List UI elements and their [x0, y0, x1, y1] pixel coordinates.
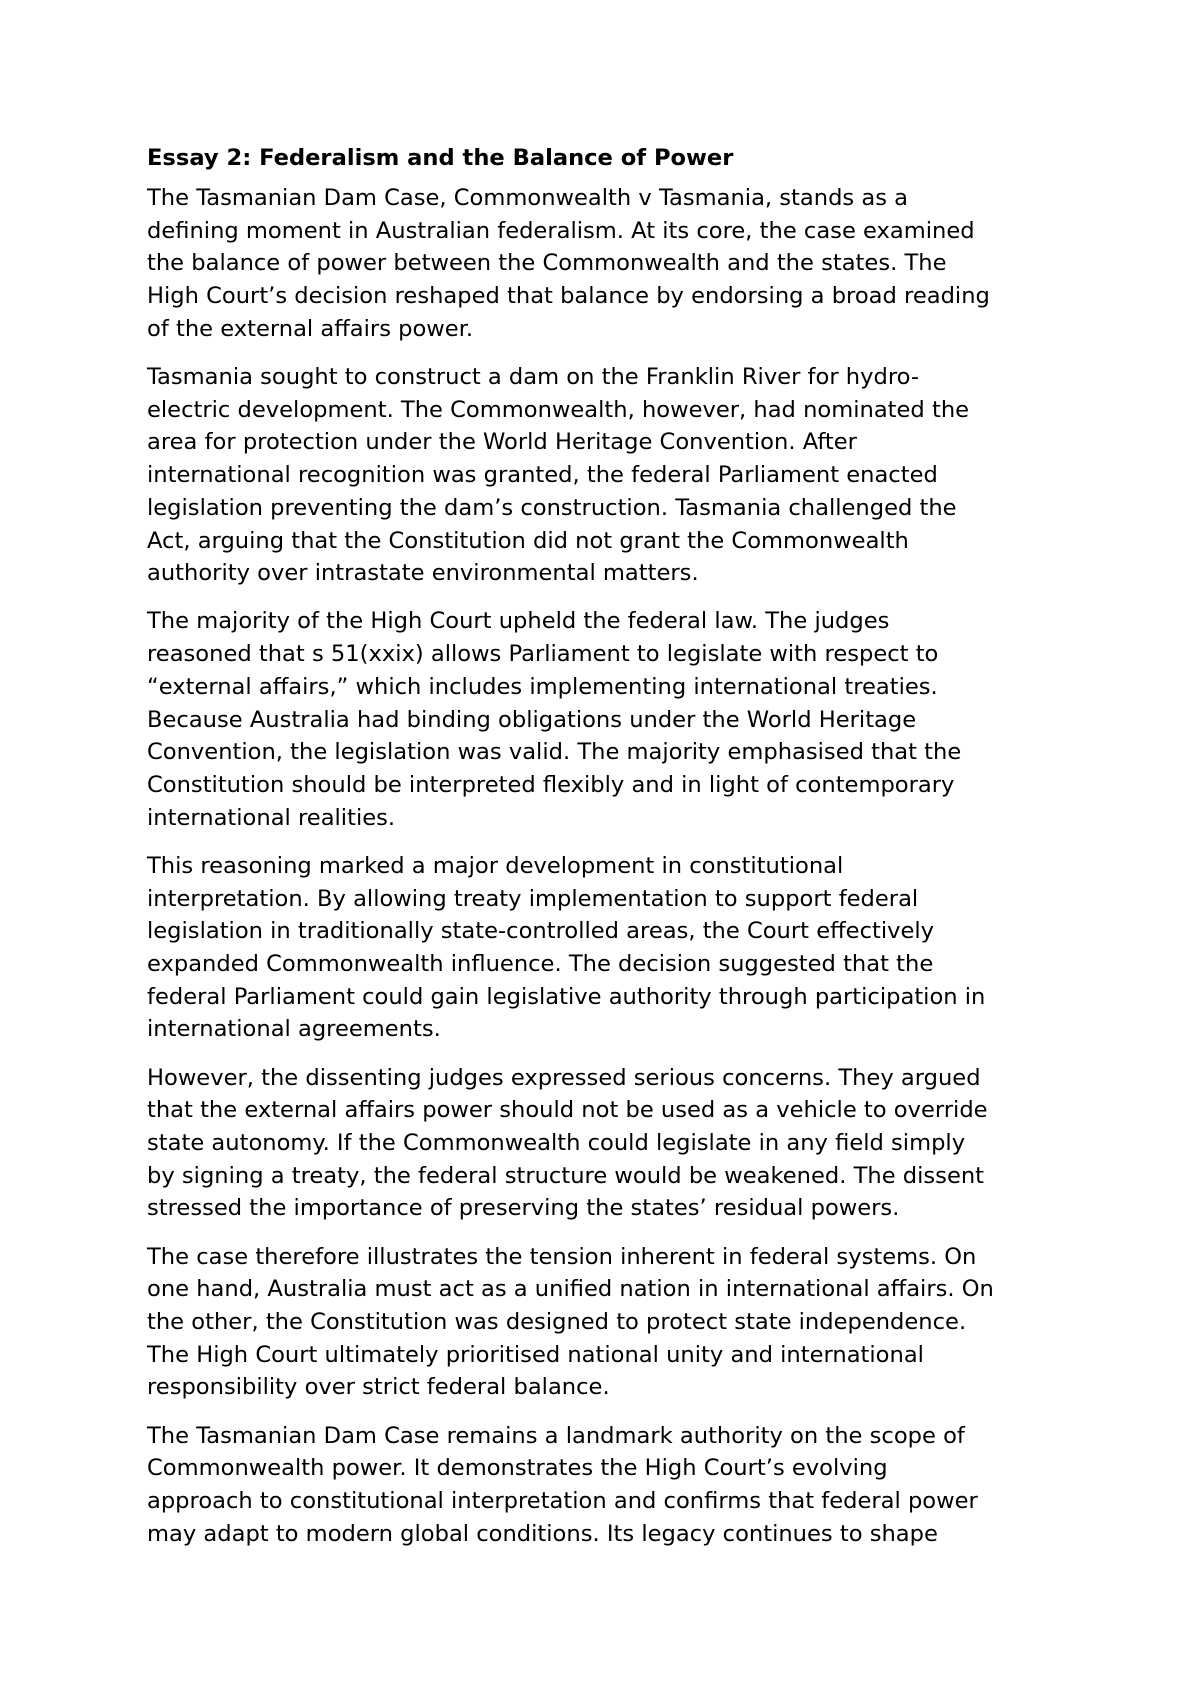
- paragraph-line: the balance of power between the Commonwealth and the states. The: [147, 250, 947, 277]
- paragraph: [147, 1420, 1067, 1551]
- paragraph-line: legislation in traditionally state-controlled areas, the Court effectively: [147, 918, 935, 945]
- paragraph-line: of the external affairs power.: [147, 315, 474, 342]
- paragraph-line: international realities.: [147, 804, 396, 831]
- paragraph-line: authority over intrastate environmental matters.: [147, 560, 699, 587]
- paragraph-line: area for protection under the World Heritage Convention. After: [147, 429, 857, 456]
- paragraph-line: The majority of the High Court upheld the federal law. The judges: [147, 608, 890, 635]
- paragraph: [147, 605, 1067, 834]
- paragraph: [147, 850, 1067, 1046]
- paragraph-line: The Tasmanian Dam Case, Commonwealth v Tasmania, stands as a: [147, 185, 909, 211]
- paragraph-list: [147, 182, 1067, 1550]
- paragraph-line: responsibility over strict federal balance.: [147, 1374, 610, 1401]
- paragraph-line: High Court’s decision reshaped that balance by endorsing a broad reading: [147, 283, 990, 310]
- paragraph-line: may adapt to modern global conditions. Its legacy continues to shape: [147, 1520, 938, 1547]
- paragraph-line: stressed the importance of preserving the states’ residual powers.: [147, 1195, 900, 1222]
- paragraph-line: The Tasmanian Dam Case remains a landmark authority on the scope of: [147, 1422, 965, 1449]
- paragraph-line: expanded Commonwealth influence. The decision suggested that the: [147, 950, 934, 977]
- paragraph-line: Tasmania sought to construct a dam on the Franklin River for hydro-: [147, 364, 920, 391]
- paragraph-line: Act, arguing that the Constitution did not grant the Commonwealth: [147, 527, 909, 554]
- paragraph-line: reasoned that s 51(xxix) allows Parliament to legislate with respect to: [147, 641, 939, 668]
- paragraph-line: defining moment in Australian federalism. At its core, the case examined: [147, 217, 975, 244]
- paragraph-line: electric development. The Commonwealth, however, had nominated the: [147, 396, 970, 423]
- paragraph-line: federal Parliament could gain legislative authority through participation in: [147, 983, 986, 1010]
- document-body: [147, 142, 1067, 1566]
- paragraph-line: Convention, the legislation was valid. The majority emphasised that the: [147, 739, 962, 766]
- paragraph-line: Constitution should be interpreted flexibly and in light of contemporary: [147, 771, 955, 798]
- paragraph-line: international recognition was granted, the federal Parliament enacted: [147, 462, 938, 489]
- paragraph-line: approach to constitutional interpretation and confirms that federal power: [147, 1488, 978, 1515]
- paragraph: [147, 1062, 1067, 1226]
- paragraph: [147, 1241, 1067, 1405]
- paragraph-line: that the external affairs power should not be used as a vehicle to override: [147, 1097, 988, 1124]
- paragraph: [147, 361, 1067, 590]
- paragraph-line: state autonomy. If the Commonwealth could legislate in any field simply: [147, 1129, 966, 1156]
- paragraph-line: This reasoning marked a major development in constitutional: [147, 852, 844, 879]
- paragraph-line: international agreements.: [147, 1016, 441, 1043]
- paragraph-line: The case therefore illustrates the tension inherent in federal systems. On: [147, 1243, 977, 1270]
- paragraph-line: by signing a treaty, the federal structure would be weakened. The dissent: [147, 1162, 985, 1189]
- paragraph-line: The High Court ultimately prioritised national unity and international: [147, 1341, 924, 1368]
- paragraph-line: interpretation. By allowing treaty implementation to support federal: [147, 885, 919, 912]
- paragraph-line: legislation preventing the dam’s construction. Tasmania challenged the: [147, 494, 957, 521]
- paragraph-line: However, the dissenting judges expressed serious concerns. They argued: [147, 1064, 981, 1091]
- paragraph-line: Commonwealth power. It demonstrates the High Court’s evolving: [147, 1455, 888, 1482]
- paragraph: [147, 182, 1067, 346]
- paragraph-line: one hand, Australia must act as a unified nation in international affairs. On: [147, 1276, 994, 1303]
- paragraph-line: “external affairs,” which includes implementing international treaties.: [147, 673, 938, 700]
- paragraph-line: the other, the Constitution was designed to protect state independence.: [147, 1309, 967, 1335]
- paragraph-line: Because Australia had binding obligations under the World Heritage: [147, 706, 917, 733]
- essay-title: Essay 2: Federalism and the Balance of Power: [147, 145, 734, 171]
